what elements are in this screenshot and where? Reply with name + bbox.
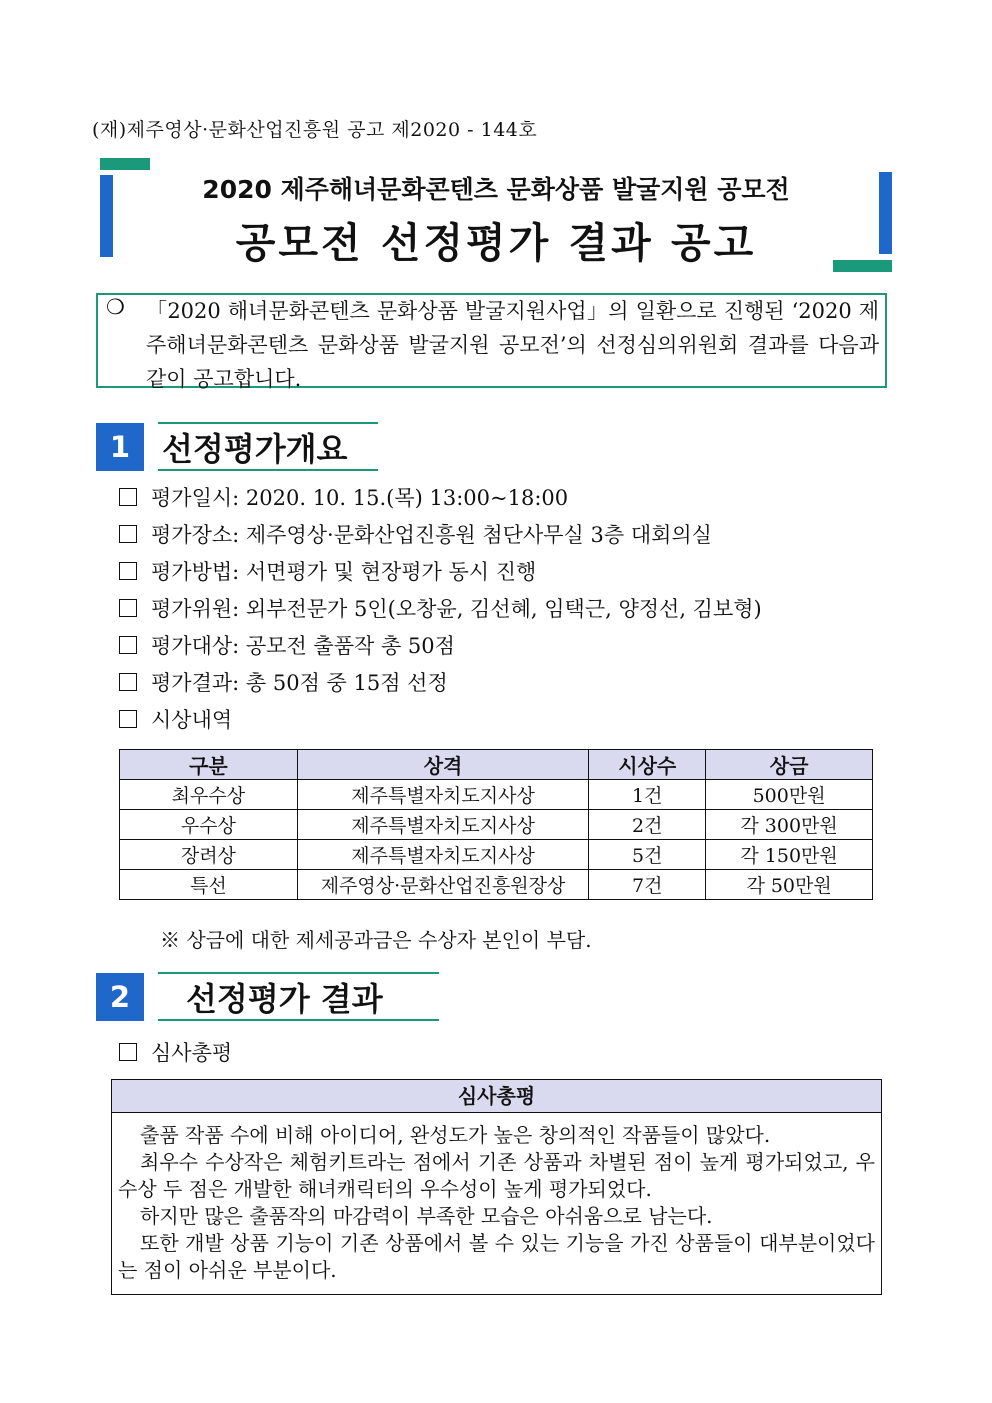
overview-item-judges: 평가위원: 외부전문가 5인(오창윤, 김선혜, 임택근, 양정선, 김보형) (119, 593, 762, 623)
checkbox-square-icon (119, 673, 137, 691)
table-cell: 특선 (120, 870, 298, 900)
table-header-cell: 상금 (706, 750, 873, 780)
checkbox-square-icon (119, 1043, 137, 1061)
table-cell: 5건 (589, 840, 706, 870)
review-box (111, 1079, 882, 1295)
circle-bullet-icon: ❍ (106, 295, 125, 319)
table-header-row (120, 750, 873, 780)
section-1-title: 선정평가개요 (162, 430, 348, 468)
table-row (120, 780, 873, 810)
checkbox-square-icon (119, 636, 137, 654)
table-row (120, 840, 873, 870)
awards-table (119, 749, 873, 900)
overview-item-target: 평가대상: 공모전 출품작 총 50점 (119, 630, 455, 660)
section-2-bottom-line (158, 1019, 439, 1021)
title-bracket-top-left-vertical (100, 175, 113, 257)
table-header-cell: 시상수 (589, 750, 706, 780)
review-paragraph: 또한 개발 상품 기능이 기존 상품에서 볼 수 있는 기능을 가진 상품들이 대부분이었다는 점이 아쉬운 부분이다. (118, 1231, 875, 1282)
table-row (120, 810, 873, 840)
table-cell: 최우수상 (120, 780, 298, 810)
checkbox-square-icon (119, 599, 137, 617)
overview-item-place: 평가장소: 제주영상·문화산업진흥원 첨단사무실 3층 대회의실 (119, 519, 712, 549)
table-cell: 제주특별자치도지사상 (297, 780, 589, 810)
checkbox-square-icon (119, 562, 137, 580)
review-paragraph: 최우수 수상작은 체험키트라는 점에서 기존 상품과 차별된 점이 높게 평가되었고, 우수상 두 점은 개발한 해녀캐릭터의 우수성이 높게 평가되었다. (118, 1150, 875, 1201)
checkbox-square-icon (119, 525, 137, 543)
table-header-cell: 상격 (297, 750, 589, 780)
table-cell: 각 150만원 (706, 840, 873, 870)
overview-item-result: 평가결과: 총 50점 중 15점 선정 (119, 667, 448, 697)
table-cell: 각 50만원 (706, 870, 873, 900)
checkbox-square-icon (119, 710, 137, 728)
title-bracket-top-left-horizontal (100, 158, 150, 170)
table-cell: 제주영상·문화산업진흥원장상 (297, 870, 589, 900)
table-cell: 500만원 (706, 780, 873, 810)
review-heading: 심사총평 (112, 1080, 881, 1113)
table-cell: 제주특별자치도지사상 (297, 810, 589, 840)
section-2-title: 선정평가 결과 (186, 980, 383, 1018)
notice-number: (재)제주영상·문화산업진흥원 공고 제2020 - 144호 (92, 119, 538, 141)
table-row (120, 870, 873, 900)
section-2-number: 2 (96, 973, 144, 1021)
document-title: 공모전 선정평가 결과 공고 (235, 219, 757, 267)
section-1-bottom-line (158, 469, 378, 471)
result-item-review: 심사총평 (119, 1037, 232, 1067)
title-bracket-bottom-right-vertical (879, 172, 892, 254)
overview-item-date: 평가일시: 2020. 10. 15.(목) 13:00~18:00 (119, 482, 568, 512)
table-cell: 1건 (589, 780, 706, 810)
checkbox-square-icon (119, 488, 137, 506)
review-paragraph: 출품 작품 수에 비해 아이디어, 완성도가 높은 창의적인 작품들이 많았다. (140, 1123, 771, 1147)
table-cell: 우수상 (120, 810, 298, 840)
table-cell: 2건 (589, 810, 706, 840)
section-1-number: 1 (96, 423, 144, 471)
document-subtitle: 2020 제주해녀문화콘텐츠 문화상품 발굴지원 공모전 (202, 175, 790, 204)
review-paragraph: 하지만 많은 출품작의 마감력이 부족한 모습은 아쉬움으로 남는다. (140, 1204, 713, 1228)
table-cell: 7건 (589, 870, 706, 900)
table-cell: 장려상 (120, 840, 298, 870)
review-body (112, 1113, 881, 1294)
overview-item-method: 평가방법: 서면평가 및 현장평가 동시 진행 (119, 556, 536, 586)
tax-note: ※ 상금에 대한 제세공과금은 수상자 본인이 부담. (160, 928, 592, 952)
overview-item-awards: 시상내역 (119, 704, 232, 734)
table-cell: 각 300만원 (706, 810, 873, 840)
table-header-cell: 구분 (120, 750, 298, 780)
table-cell: 제주특별자치도지사상 (297, 840, 589, 870)
intro-text: 「2020 해녀문화콘텐츠 문화상품 발굴지원사업」의 일환으로 진행된 ‘2020 제주해녀문화콘텐츠 문화상품 발굴지원 공모전’의 선정심의위원회 결과를 다음과 같이 공고합니다. (146, 299, 879, 391)
